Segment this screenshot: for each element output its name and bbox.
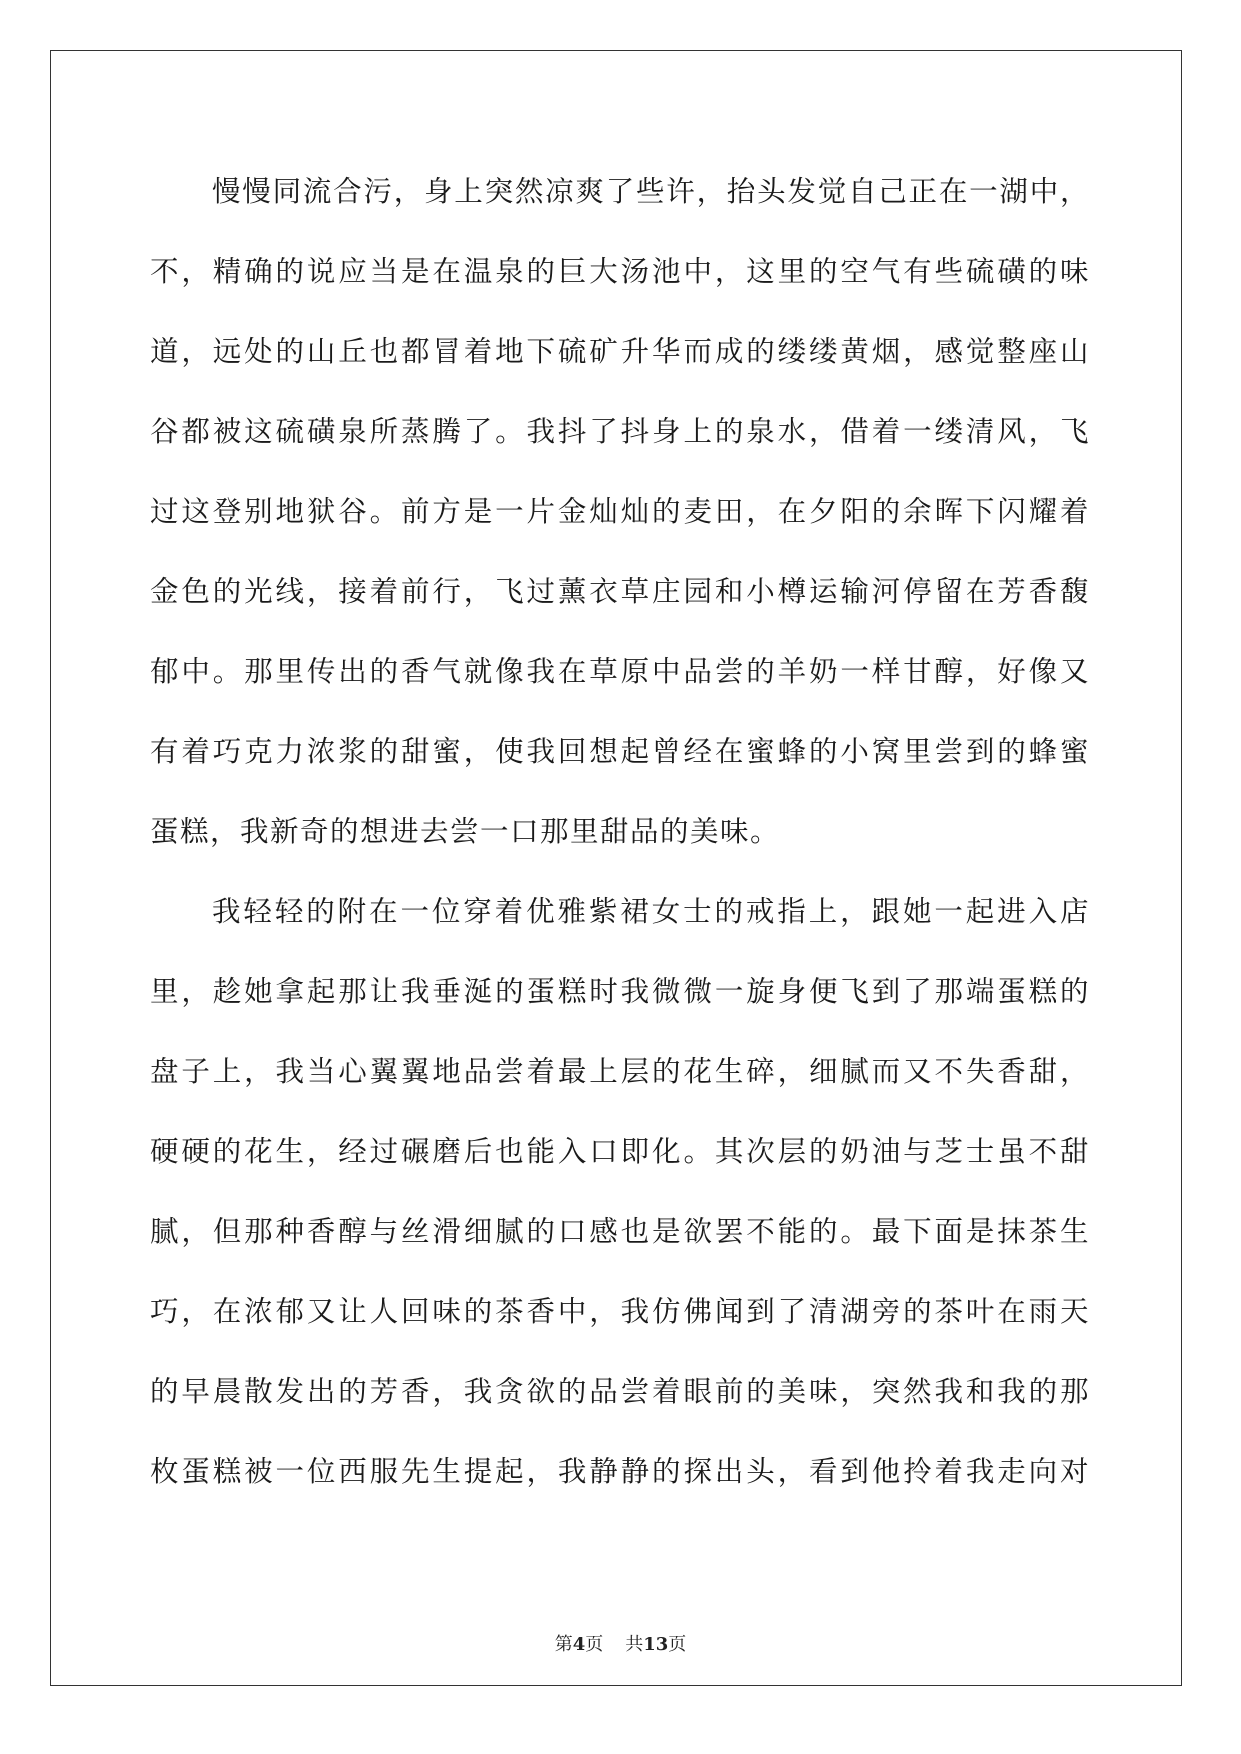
text-line: 硬硬的花生，经过碾磨后也能入口即化。其次层的奶油与芝士虽不甜 — [150, 1135, 1090, 1168]
text-line: 我轻轻的附在一位穿着优雅紫裙女士的戒指上，跟她一起进入店 — [212, 895, 1090, 928]
page-footer — [0, 1630, 1241, 1656]
total-prefix: 共 — [625, 1634, 644, 1655]
text-line: 慢慢同流合污，身上突然凉爽了些许，抬头发觉自己正在一湖中， — [212, 175, 1090, 208]
text-line: 金色的光线，接着前行，飞过薰衣草庄园和小樽运输河停留在芳香馥 — [150, 575, 1090, 608]
text-line: 腻，但那种香醇与丝滑细腻的口感也是欲罢不能的。最下面是抹茶生 — [150, 1215, 1090, 1248]
text-line: 谷都被这硫磺泉所蒸腾了。我抖了抖身上的泉水，借着一缕清风，飞 — [150, 415, 1090, 448]
page-prefix: 第 — [554, 1634, 573, 1655]
text-line: 郁中。那里传出的香气就像我在草原中品尝的羊奶一样甘醇，好像又 — [150, 655, 1090, 688]
text-line: 盘子上，我当心翼翼地品尝着最上层的花生碎，细腻而又不失香甜， — [150, 1055, 1090, 1088]
text-line: 有着巧克力浓浆的甜蜜，使我回想起曾经在蜜蜂的小窝里尝到的蜂蜜 — [150, 735, 1090, 768]
document-body — [150, 158, 1090, 1518]
paragraph-2 — [150, 878, 1090, 1518]
total-pages: 13 — [643, 1634, 669, 1655]
total-suffix: 页 — [668, 1634, 687, 1655]
paragraph-1 — [150, 158, 1090, 878]
text-line: 不，精确的说应当是在温泉的巨大汤池中，这里的空气有些硫磺的味 — [150, 255, 1090, 288]
text-line: 枚蛋糕被一位西服先生提起，我静静的探出头，看到他拎着我走向对 — [150, 1455, 1090, 1488]
page-number: 4 — [572, 1634, 586, 1655]
text-line: 里，趁她拿起那让我垂涎的蛋糕时我微微一旋身便飞到了那端蛋糕的 — [150, 975, 1090, 1008]
text-line: 巧，在浓郁又让人回味的茶香中，我仿佛闻到了清湖旁的茶叶在雨天 — [150, 1295, 1090, 1328]
text-line: 道，远处的山丘也都冒着地下硫矿升华而成的缕缕黄烟，感觉整座山 — [150, 335, 1090, 368]
text-line: 蛋糕，我新奇的想进去尝一口那里甜品的美味。 — [150, 815, 781, 848]
text-line: 过这登别地狱谷。前方是一片金灿灿的麦田，在夕阳的余晖下闪耀着 — [150, 495, 1090, 528]
page-suffix: 页 — [585, 1634, 604, 1655]
text-line: 的早晨散发出的芳香，我贪欲的品尝着眼前的美味，突然我和我的那 — [150, 1375, 1090, 1408]
